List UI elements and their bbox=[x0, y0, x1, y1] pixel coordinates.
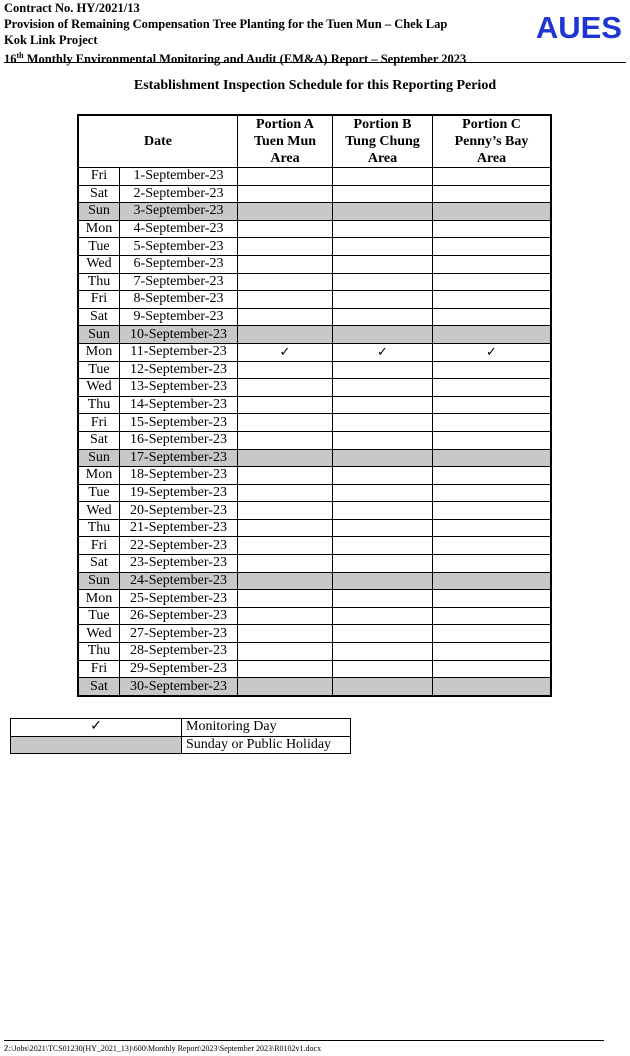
table-row bbox=[78, 502, 551, 520]
table-row bbox=[78, 220, 551, 238]
portion-b-cell bbox=[333, 607, 433, 625]
table-row bbox=[78, 625, 551, 643]
portion-c-cell bbox=[433, 555, 552, 573]
contract-number: Contract No. HY/2021/13 bbox=[4, 1, 140, 15]
portion-c-cell bbox=[433, 431, 552, 449]
portion-a-cell bbox=[238, 326, 333, 344]
portion-a-cell bbox=[238, 449, 333, 467]
table-row bbox=[78, 572, 551, 590]
table-row bbox=[78, 660, 551, 678]
portion-c-cell bbox=[433, 168, 552, 186]
date-cell: 16-September-23 bbox=[120, 431, 238, 449]
table-row bbox=[78, 308, 551, 326]
portion-b-cell bbox=[333, 203, 433, 221]
portion-a-cell bbox=[238, 519, 333, 537]
table-row bbox=[78, 343, 551, 361]
day-cell: Wed bbox=[78, 255, 120, 273]
portion-c-header-line-2: Penny’s Bay bbox=[454, 134, 529, 149]
portion-c-cell bbox=[433, 273, 552, 291]
date-cell: 9-September-23 bbox=[120, 308, 238, 326]
date-cell: 19-September-23 bbox=[120, 484, 238, 502]
day-cell: Fri bbox=[78, 291, 120, 309]
portion-c-cell bbox=[433, 291, 552, 309]
portion-a-header-line-1: Portion A bbox=[256, 117, 314, 132]
portion-b-cell bbox=[333, 555, 433, 573]
portion-b-column-header bbox=[333, 115, 433, 168]
table-row bbox=[78, 361, 551, 379]
table-row bbox=[78, 678, 551, 696]
portion-b-cell bbox=[333, 308, 433, 326]
portion-b-header-line-1: Portion B bbox=[353, 117, 412, 132]
portion-b-cell bbox=[333, 660, 433, 678]
table-row bbox=[78, 238, 551, 256]
table-row bbox=[78, 396, 551, 414]
portion-a-cell bbox=[238, 643, 333, 661]
portion-b-cell bbox=[333, 449, 433, 467]
portion-b-cell bbox=[333, 168, 433, 186]
portion-b-cell bbox=[333, 255, 433, 273]
date-cell: 3-September-23 bbox=[120, 203, 238, 221]
portion-b-cell bbox=[333, 484, 433, 502]
report-number: 16 bbox=[4, 52, 17, 67]
portion-a-cell bbox=[238, 255, 333, 273]
date-cell: 1-September-23 bbox=[120, 168, 238, 186]
schedule-title: Establishment Inspection Schedule for this Reporting Period bbox=[133, 78, 497, 93]
date-cell: 24-September-23 bbox=[120, 572, 238, 590]
portion-b-header-line-3: Area bbox=[367, 151, 398, 166]
portion-b-cell bbox=[333, 414, 433, 432]
schedule-body bbox=[78, 168, 551, 696]
portion-c-cell bbox=[433, 396, 552, 414]
day-cell: Tue bbox=[78, 484, 120, 502]
table-row bbox=[78, 203, 551, 221]
portion-b-cell bbox=[333, 291, 433, 309]
portion-a-cell bbox=[238, 396, 333, 414]
portion-b-cell bbox=[333, 519, 433, 537]
date-cell: 7-September-23 bbox=[120, 273, 238, 291]
date-cell: 11-September-23 bbox=[120, 343, 238, 361]
date-cell: 29-September-23 bbox=[120, 660, 238, 678]
portion-a-cell bbox=[238, 431, 333, 449]
portion-a-cell bbox=[238, 484, 333, 502]
date-cell: 26-September-23 bbox=[120, 607, 238, 625]
table-header-row bbox=[78, 115, 551, 168]
day-cell: Wed bbox=[78, 502, 120, 520]
legend-row-monitoring bbox=[11, 719, 351, 737]
portion-b-cell bbox=[333, 273, 433, 291]
portion-c-cell bbox=[433, 519, 552, 537]
portion-b-cell bbox=[333, 185, 433, 203]
portion-a-cell bbox=[238, 467, 333, 485]
portion-a-cell bbox=[238, 379, 333, 397]
portion-a-cell bbox=[238, 572, 333, 590]
portion-a-cell bbox=[238, 168, 333, 186]
footer-rule bbox=[4, 1040, 604, 1041]
date-cell: 18-September-23 bbox=[120, 467, 238, 485]
report-title-rest: Monthly Environmental Monitoring and Audit (EM&A) Report – September 2023 bbox=[23, 52, 467, 67]
portion-a-cell bbox=[238, 273, 333, 291]
day-cell: Sun bbox=[78, 203, 120, 221]
date-cell: 28-September-23 bbox=[120, 643, 238, 661]
legend-tick-label: Monitoring Day bbox=[182, 719, 351, 737]
day-cell: Wed bbox=[78, 379, 120, 397]
day-cell: Thu bbox=[78, 643, 120, 661]
portion-a-cell bbox=[238, 502, 333, 520]
legend-table bbox=[10, 718, 351, 754]
date-cell: 8-September-23 bbox=[120, 291, 238, 309]
portion-b-cell bbox=[333, 361, 433, 379]
portion-c-cell bbox=[433, 361, 552, 379]
portion-c-cell bbox=[433, 590, 552, 608]
portion-b-cell bbox=[333, 572, 433, 590]
table-row bbox=[78, 291, 551, 309]
table-row bbox=[78, 379, 551, 397]
table-row bbox=[78, 537, 551, 555]
portion-c-cell bbox=[433, 678, 552, 696]
portion-a-cell bbox=[238, 555, 333, 573]
day-cell: Mon bbox=[78, 220, 120, 238]
portion-c-cell bbox=[433, 308, 552, 326]
legend-row-holiday bbox=[11, 736, 351, 754]
portion-a-cell bbox=[238, 414, 333, 432]
day-cell: Fri bbox=[78, 660, 120, 678]
portion-b-cell bbox=[333, 431, 433, 449]
table-row bbox=[78, 255, 551, 273]
inspection-schedule-table bbox=[77, 114, 552, 697]
date-cell: 21-September-23 bbox=[120, 519, 238, 537]
portion-a-cell bbox=[238, 185, 333, 203]
day-cell: Fri bbox=[78, 168, 120, 186]
day-cell: Sun bbox=[78, 449, 120, 467]
date-cell: 5-September-23 bbox=[120, 238, 238, 256]
portion-c-cell bbox=[433, 203, 552, 221]
date-cell: 10-September-23 bbox=[120, 326, 238, 344]
table-row bbox=[78, 555, 551, 573]
portion-c-cell bbox=[433, 484, 552, 502]
portion-c-header-line-1: Portion C bbox=[462, 117, 521, 132]
portion-a-cell bbox=[238, 203, 333, 221]
day-cell: Sat bbox=[78, 308, 120, 326]
day-cell: Sat bbox=[78, 555, 120, 573]
date-cell: 15-September-23 bbox=[120, 414, 238, 432]
date-cell: 2-September-23 bbox=[120, 185, 238, 203]
portion-a-header-line-2: Tuen Mun bbox=[253, 134, 317, 149]
day-cell: Mon bbox=[78, 343, 120, 361]
portion-b-cell bbox=[333, 467, 433, 485]
portion-a-cell bbox=[238, 291, 333, 309]
date-cell: 23-September-23 bbox=[120, 555, 238, 573]
table-row bbox=[78, 414, 551, 432]
portion-a-cell bbox=[238, 238, 333, 256]
date-cell: 13-September-23 bbox=[120, 379, 238, 397]
project-title-line-1: Provision of Remaining Compensation Tree Planting for the Tuen Mun – Chek Lap bbox=[4, 17, 448, 31]
day-cell: Sat bbox=[78, 678, 120, 696]
table-row bbox=[78, 590, 551, 608]
portion-b-cell bbox=[333, 625, 433, 643]
portion-b-cell bbox=[333, 379, 433, 397]
portion-c-cell bbox=[433, 414, 552, 432]
day-cell: Mon bbox=[78, 467, 120, 485]
portion-b-cell bbox=[333, 590, 433, 608]
portion-a-cell bbox=[238, 660, 333, 678]
table-row bbox=[78, 519, 551, 537]
portion-b-cell bbox=[333, 678, 433, 696]
legend-holiday-swatch bbox=[11, 736, 182, 754]
portion-a-cell bbox=[238, 678, 333, 696]
legend-tick-symbol: ✓ bbox=[11, 719, 182, 737]
portion-b-cell bbox=[333, 326, 433, 344]
portion-a-cell bbox=[238, 590, 333, 608]
portion-a-cell bbox=[238, 537, 333, 555]
portion-a-column-header bbox=[238, 115, 333, 168]
project-title-line-2: Kok Link Project bbox=[4, 33, 98, 47]
portion-b-header-line-2: Tung Chung bbox=[345, 134, 420, 149]
day-cell: Tue bbox=[78, 238, 120, 256]
day-cell: Sun bbox=[78, 572, 120, 590]
table-row bbox=[78, 326, 551, 344]
portion-c-cell bbox=[433, 220, 552, 238]
portion-c-cell bbox=[433, 607, 552, 625]
portion-b-cell bbox=[333, 396, 433, 414]
date-cell: 22-September-23 bbox=[120, 537, 238, 555]
date-cell: 6-September-23 bbox=[120, 255, 238, 273]
day-cell: Sun bbox=[78, 326, 120, 344]
table-row bbox=[78, 449, 551, 467]
table-row bbox=[78, 484, 551, 502]
day-cell: Sat bbox=[78, 185, 120, 203]
document-header bbox=[4, 0, 626, 67]
legend-holiday-label: Sunday or Public Holiday bbox=[182, 736, 351, 754]
portion-c-cell bbox=[433, 537, 552, 555]
footer-file-path: Z:\Jobs\2021\TCS01230(HY_2021_13)\600\Monthly Report\2023\September 2023\R0102v1.docx bbox=[4, 1044, 322, 1053]
portion-b-cell: ✓ bbox=[333, 343, 433, 361]
portion-a-cell bbox=[238, 361, 333, 379]
portion-b-cell bbox=[333, 537, 433, 555]
portion-a-cell bbox=[238, 607, 333, 625]
portion-a-cell bbox=[238, 308, 333, 326]
day-cell: Mon bbox=[78, 590, 120, 608]
portion-c-cell bbox=[433, 643, 552, 661]
portion-b-cell bbox=[333, 502, 433, 520]
portion-c-cell bbox=[433, 238, 552, 256]
portion-c-cell bbox=[433, 326, 552, 344]
date-cell: 14-September-23 bbox=[120, 396, 238, 414]
table-row bbox=[78, 467, 551, 485]
day-cell: Thu bbox=[78, 273, 120, 291]
portion-c-cell bbox=[433, 379, 552, 397]
date-cell: 30-September-23 bbox=[120, 678, 238, 696]
portion-c-column-header bbox=[433, 115, 552, 168]
portion-c-cell bbox=[433, 255, 552, 273]
portion-c-cell bbox=[433, 185, 552, 203]
day-cell: Tue bbox=[78, 607, 120, 625]
date-cell: 12-September-23 bbox=[120, 361, 238, 379]
table-row bbox=[78, 643, 551, 661]
portion-b-cell bbox=[333, 643, 433, 661]
date-cell: 17-September-23 bbox=[120, 449, 238, 467]
date-cell: 20-September-23 bbox=[120, 502, 238, 520]
portion-c-cell bbox=[433, 449, 552, 467]
day-cell: Fri bbox=[78, 537, 120, 555]
report-number-suffix: th bbox=[16, 51, 24, 60]
portion-a-header-line-3: Area bbox=[270, 151, 300, 166]
portion-b-cell bbox=[333, 220, 433, 238]
portion-c-cell bbox=[433, 467, 552, 485]
date-cell: 25-September-23 bbox=[120, 590, 238, 608]
portion-a-cell: ✓ bbox=[238, 343, 333, 361]
day-cell: Tue bbox=[78, 361, 120, 379]
portion-a-cell bbox=[238, 625, 333, 643]
table-row bbox=[78, 431, 551, 449]
portion-a-cell bbox=[238, 220, 333, 238]
portion-c-cell bbox=[433, 660, 552, 678]
table-row bbox=[78, 273, 551, 291]
date-column-header: Date bbox=[78, 115, 238, 168]
day-cell: Fri bbox=[78, 414, 120, 432]
header-rule bbox=[4, 62, 626, 63]
portion-c-cell: ✓ bbox=[433, 343, 552, 361]
date-cell: 4-September-23 bbox=[120, 220, 238, 238]
portion-c-header-line-3: Area bbox=[476, 151, 507, 166]
report-title bbox=[4, 48, 626, 67]
day-cell: Sat bbox=[78, 431, 120, 449]
day-cell: Wed bbox=[78, 625, 120, 643]
portion-b-cell bbox=[333, 238, 433, 256]
day-cell: Thu bbox=[78, 396, 120, 414]
aues-logo: AUES bbox=[535, 10, 622, 45]
portion-c-cell bbox=[433, 572, 552, 590]
day-cell: Thu bbox=[78, 519, 120, 537]
portion-c-cell bbox=[433, 625, 552, 643]
table-row bbox=[78, 607, 551, 625]
table-row bbox=[78, 168, 551, 186]
portion-c-cell bbox=[433, 502, 552, 520]
table-row bbox=[78, 185, 551, 203]
date-cell: 27-September-23 bbox=[120, 625, 238, 643]
